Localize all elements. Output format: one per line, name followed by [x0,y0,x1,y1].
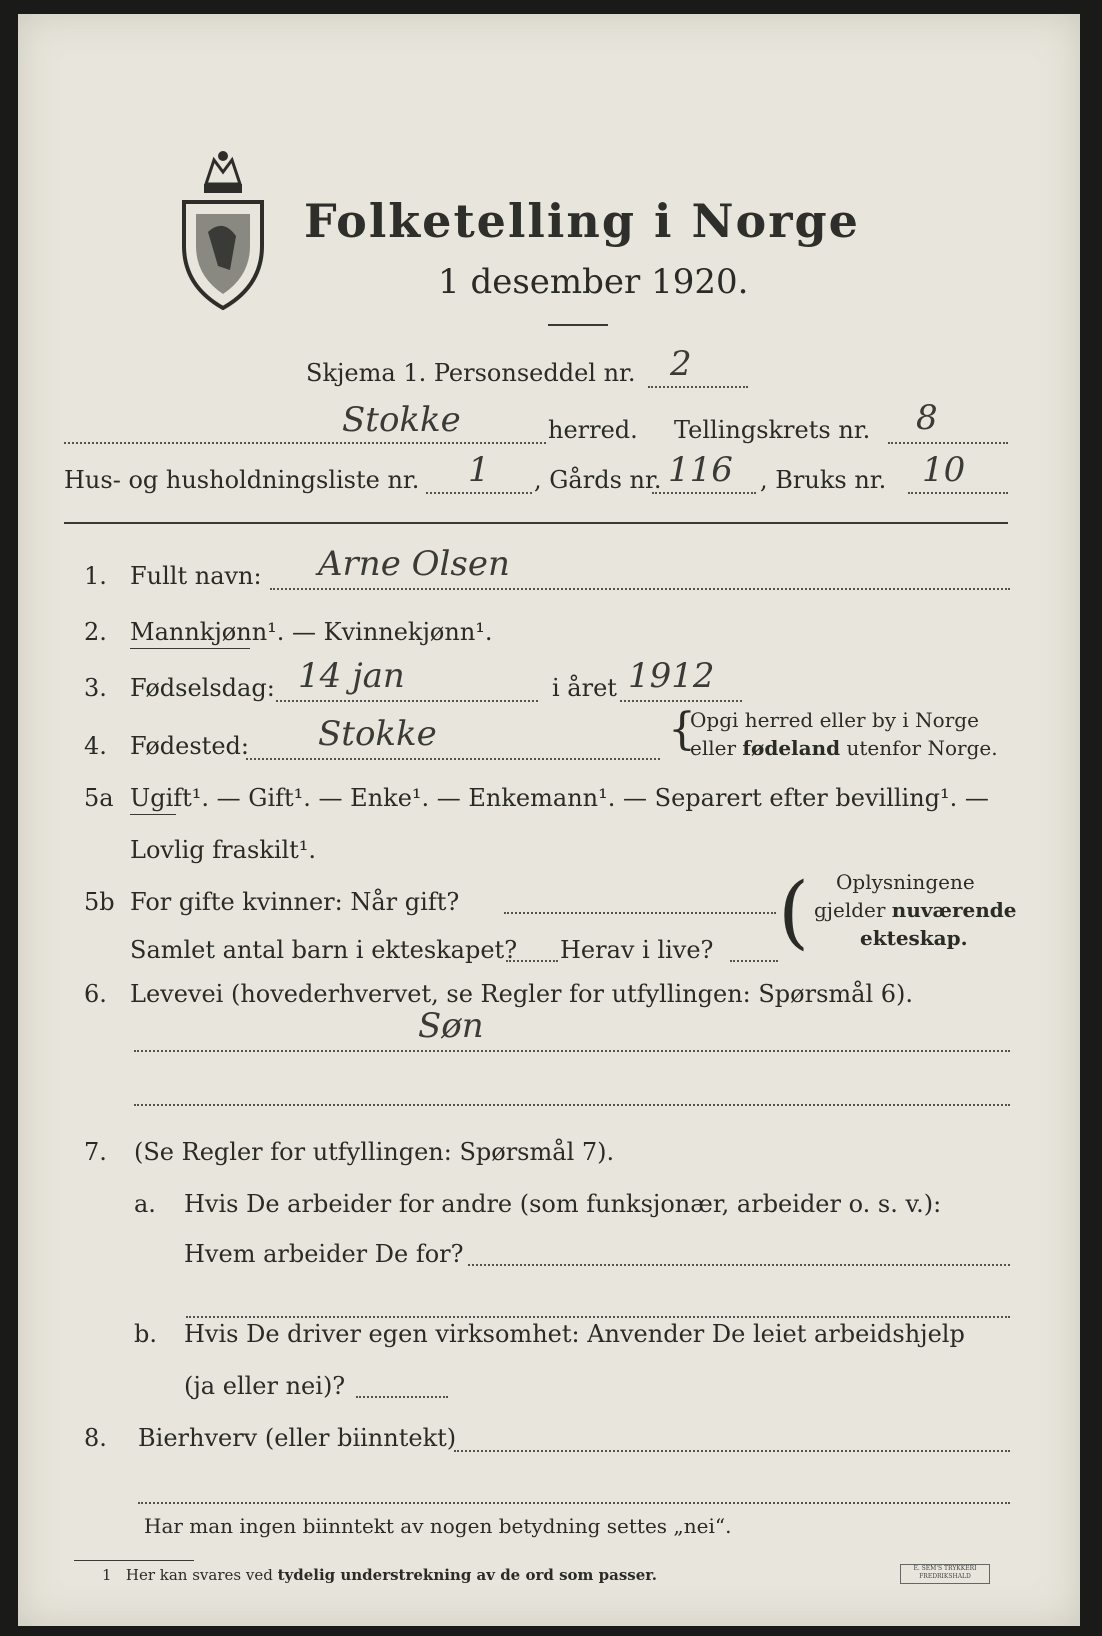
gards-label: , Gårds nr. [534,466,662,494]
q3-year-value: 1912 [628,656,715,696]
herred-value: Stokke [342,400,461,440]
footnote [102,1566,657,1584]
q8-number: 8. [84,1424,107,1452]
q6-value: Søn [418,1006,484,1046]
q4-brace: { [668,704,696,755]
q4-note-2b: fødeland [742,736,841,760]
q8-field-1 [454,1450,1010,1452]
bruks-value: 10 [922,450,966,490]
q1-field [270,588,1010,590]
footnote-text-a: Her kan svares ved [125,1566,278,1584]
q6-label: Levevei (hovederhvervet, se Regler for utfyllingen: Spørsmål 6). [130,980,914,1008]
q2-number: 2. [84,618,107,646]
q1-value: Arne Olsen [318,544,510,584]
q7a-label-2: Hvem arbeider De for? [184,1240,464,1268]
herred-label: herred. [548,416,638,444]
bruks-label: , Bruks nr. [760,466,887,494]
q5b-note-3: ekteskap. [860,926,968,950]
q7a-field-2 [186,1316,1010,1318]
q7b-label: Hvis De driver egen virksomhet: Anvender De leiet arbeidshjelp [184,1320,965,1348]
tellingskrets-field [888,442,1008,444]
form-title: Folketelling i Norge [304,194,860,248]
tellingskrets-value: 8 [916,398,938,438]
q1-label: Fullt navn: [130,562,262,590]
header-divider [64,522,1008,524]
personseddel-value: 2 [670,344,692,384]
q5a-label: Ugift¹. — Gift¹. — Enke¹. — Enkemann¹. — Separert efter bevilling¹. — [130,784,989,812]
q5a-number: 5a [84,784,114,812]
q4-field [246,758,660,760]
bruks-field [908,492,1008,494]
q5b-note-2 [814,898,1017,922]
q8-label: Bierhverv (eller biinntekt) [138,1424,457,1452]
printer-stamp-line-2: FREDRIKSHALD [919,1573,971,1580]
q5b-note-2b: nuværende [891,898,1017,922]
schema-label: Skjema 1. Personseddel nr. [306,359,636,387]
q5b-label: For gifte kvinner: Når gift? [130,888,460,916]
q7b-field [356,1396,448,1398]
q5b-brace: ( [778,865,810,958]
q5b-alive-label: Herav i live? [560,936,714,964]
q4-note-2a: eller [690,736,743,760]
q5b-married-field [504,912,776,914]
q7-label: (Se Regler for utfyllingen: Spørsmål 7). [134,1138,615,1166]
husholdningsliste-label: Hus- og husholdningsliste nr. [64,466,420,494]
q5b-alive-field [730,960,778,962]
q1-number: 1. [84,562,107,590]
q4-note-2c: utenfor Norge. [840,736,998,760]
q4-note-2 [690,736,998,760]
q4-value: Stokke [318,714,437,754]
q7a-letter: a. [134,1190,156,1218]
title-divider [548,324,608,326]
footnote-marker: 1 [102,1566,112,1584]
q5b-note-1: Oplysningene [836,870,975,894]
q5a-underline [130,814,176,815]
q3-number: 3. [84,674,107,702]
q3-year-field [620,700,742,702]
form-date: 1 desember 1920. [438,262,749,302]
q4-note-1: Opgi herred eller by i Norge [690,708,979,732]
q5b-children-field [506,960,558,962]
q5b-number: 5b [84,888,115,916]
q8-field-2 [138,1502,1010,1504]
q5b-children-label: Samlet antal barn i ekteskapet? [130,936,518,964]
q7b-label-2: (ja eller nei)? [184,1372,346,1400]
q3-label: Fødselsdag: [130,674,275,702]
q6-field-2 [134,1104,1010,1106]
tellingskrets-label: Tellingskrets nr. [674,416,871,444]
gards-value: 116 [668,450,733,490]
q5a-label-2: Lovlig fraskilt¹. [130,836,317,864]
personseddel-field [648,386,748,388]
census-form [18,14,1080,1626]
herred-field [64,442,546,444]
q3-day-field [276,700,538,702]
printer-stamp-line-1: E. SEM'S TRYKKERI [913,1565,977,1572]
q3-day-value: 14 jan [298,656,405,696]
q7a-label: Hvis De arbeider for andre (som funksjonær, arbeider o. s. v.): [184,1190,942,1218]
q3-year-label: i året [552,674,617,702]
printer-stamp [900,1564,990,1584]
coat-of-arms-icon [178,146,268,311]
footnote-divider [74,1560,194,1561]
q4-label: Fødested: [130,732,249,760]
q2-underline [130,648,250,649]
q6-number: 6. [84,980,107,1008]
footnote-text-b: tydelig understrekning av de ord som passer. [277,1566,658,1584]
q7b-letter: b. [134,1320,157,1348]
q7a-field-1 [468,1264,1010,1266]
q4-number: 4. [84,732,107,760]
q2-label: Mannkjønn¹. — Kvinnekjønn¹. [130,618,493,646]
gards-field [652,492,756,494]
q5b-note-2a: gjelder [814,898,892,922]
husholdningsliste-value: 1 [468,450,490,490]
q6-field-1 [134,1050,1010,1052]
husholdningsliste-field [426,492,532,494]
q8-note: Har man ingen biinntekt av nogen betydning settes „nei“. [144,1514,732,1538]
q7-number: 7. [84,1138,107,1166]
